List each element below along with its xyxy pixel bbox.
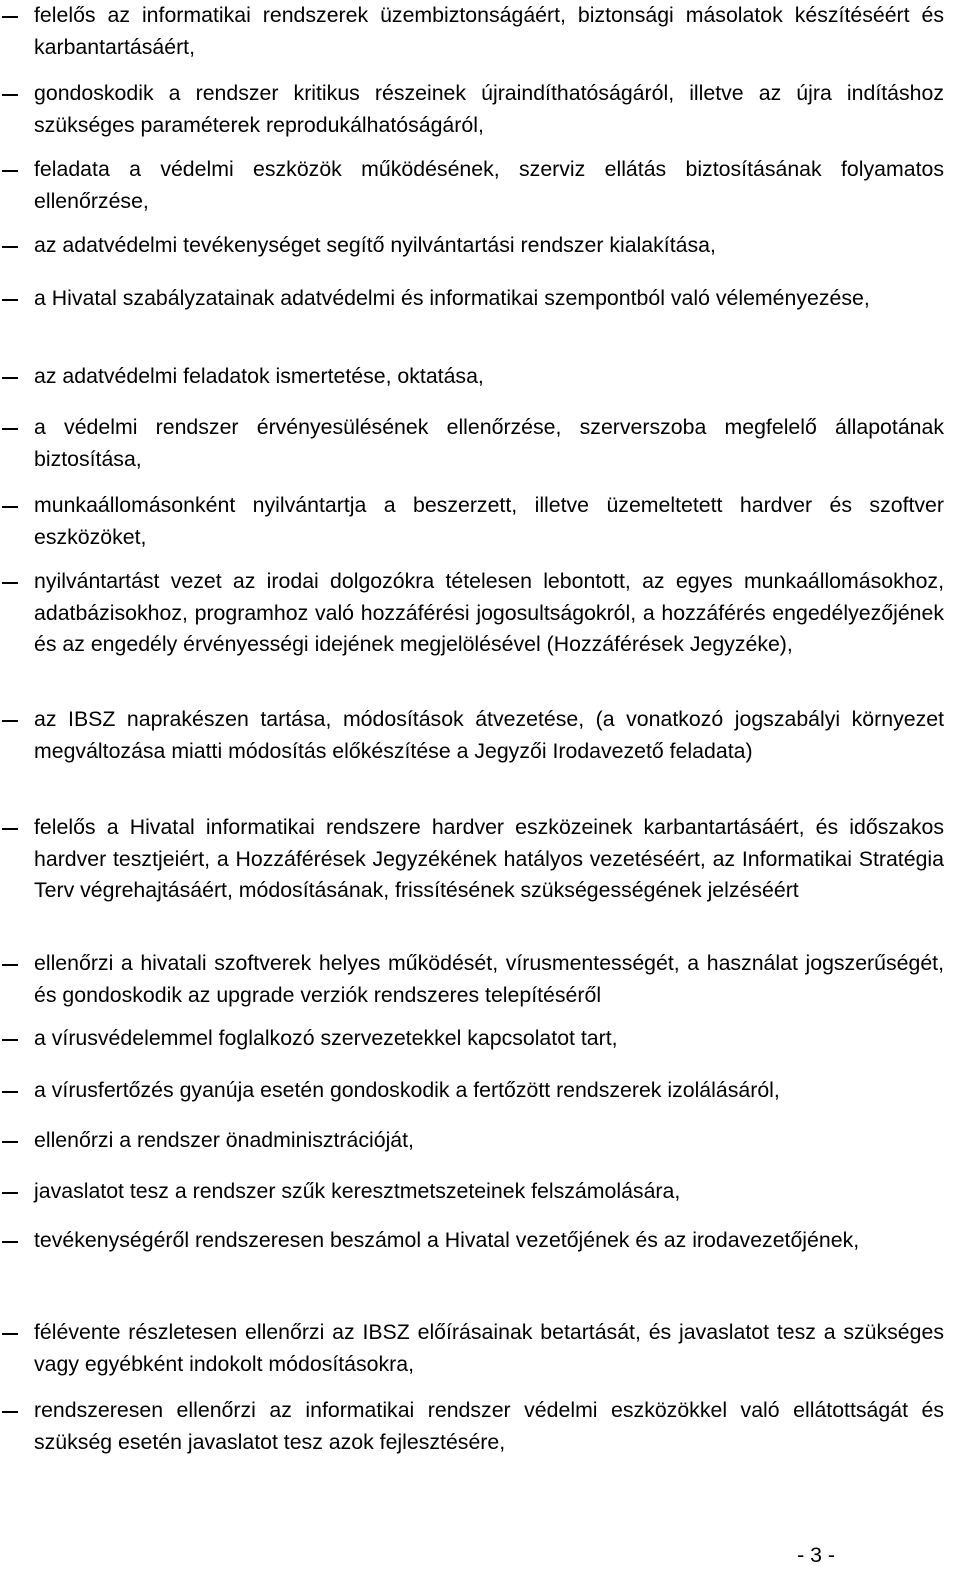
dash-bullet-icon — [2, 299, 18, 301]
dash-bullet-icon — [2, 1333, 18, 1335]
list-item-text: félévente részletesen ellenőrzi az IBSZ előírásainak betartását, és javaslatot tesz a szükséges vagy egyébként indokolt módosításokra, — [34, 1320, 944, 1376]
list-item-text: feladata a védelmi eszközök működésének, szerviz ellátás biztosításának folyamatos ellenőrzése, — [34, 157, 944, 213]
list-item-text: felelős az informatikai rendszerek üzembiztonságáért, biztonsági másolatok készítéséért és karbantartásáért, — [34, 3, 944, 59]
list-item-text: a vírusfertőzés gyanúja esetén gondoskodik a fertőzött rendszerek izolálásáról, — [34, 1078, 780, 1102]
dash-bullet-icon — [2, 1091, 18, 1093]
dash-bullet-icon — [2, 828, 18, 830]
list-item-text: felelős a Hivatal informatikai rendszere hardver eszközeinek karbantartásáért, és időszakos hardver tesztjeiért, a Hozzáférések Jegyzékének hatályos vezetéséért, az Informatikai Stratégia Terv végrehajtásáért, módosításának, frissítésének szükségességének jelzéséért — [34, 815, 944, 902]
list-item-text: ellenőrzi a hivatali szoftverek helyes működését, vírusmentességét, a használat jogszerűségét, és gondoskodik az upgrade verziók rendszeres telepítéséről — [34, 951, 944, 1007]
list-item-text: javaslatot tesz a rendszer szűk keresztmetszeteinek felszámolására, — [34, 1179, 681, 1203]
page-number: - 3 - — [797, 1543, 835, 1567]
dash-bullet-icon — [2, 94, 18, 96]
dash-bullet-icon — [2, 1241, 18, 1243]
dash-bullet-icon — [2, 1039, 18, 1041]
dash-bullet-icon — [2, 964, 18, 966]
list-item-text: az adatvédelmi tevékenységet segítő nyilvántartási rendszer kialakítása, — [34, 233, 716, 257]
dash-bullet-icon — [2, 1411, 18, 1413]
list-item-text: ellenőrzi a rendszer önadminisztrációját, — [34, 1128, 414, 1152]
dash-bullet-icon — [2, 1141, 18, 1143]
list-item-text: az IBSZ naprakészen tartása, módosítások átvezetése, (a vonatkozó jogszabályi környezet megváltozása miatti módosítás előkészítése a Jegyzői Irodavezető feladata) — [34, 707, 944, 763]
dash-bullet-icon — [2, 428, 18, 430]
list-item-text: tevékenységéről rendszeresen beszámol a Hivatal vezetőjének és az irodavezetőjének, — [34, 1228, 860, 1252]
dash-bullet-icon — [2, 170, 18, 172]
list-item-text: gondoskodik a rendszer kritikus részeinek újraindíthatóságáról, illetve az újra indításhoz szükséges paraméterek reprodukálhatóságáról, — [34, 81, 944, 137]
list-item-text: a vírusvédelemmel foglalkozó szervezetekkel kapcsolatot tart, — [34, 1026, 618, 1050]
dash-bullet-icon — [2, 506, 18, 508]
dash-bullet-icon — [2, 582, 18, 584]
list-item-text: rendszeresen ellenőrzi az informatikai rendszer védelmi eszközökkel való ellátottságát és szükség esetén javaslatot tesz azok fejlesztésére, — [34, 1398, 944, 1454]
list-item-text: a Hivatal szabályzatainak adatvédelmi és informatikai szempontból való véleményezése, — [34, 286, 870, 310]
list-item-text: az adatvédelmi feladatok ismertetése, oktatása, — [34, 364, 484, 388]
dash-bullet-icon — [2, 16, 18, 18]
dash-bullet-icon — [2, 377, 18, 379]
dash-bullet-icon — [2, 720, 18, 722]
dash-bullet-icon — [2, 246, 18, 248]
list-item-text: a védelmi rendszer érvényesülésének ellenőrzése, szerverszoba megfelelő állapotának biztosítása, — [34, 415, 944, 471]
list-item-text: nyilvántartást vezet az irodai dolgozókra tételesen lebontott, az egyes munkaállomásokhoz, adatbázisokhoz, programhoz való hozzáférési jogosultságokról, a hozzáférés engedélyezőjének és az engedély érvényességi idejének megjelölésével (Hozzáférések Jegyzéke), — [34, 569, 944, 656]
dash-bullet-icon — [2, 1192, 18, 1194]
list-item-text: munkaállomásonként nyilvántartja a beszerzett, illetve üzemeltetett hardver és szoftver eszközöket, — [34, 493, 944, 549]
